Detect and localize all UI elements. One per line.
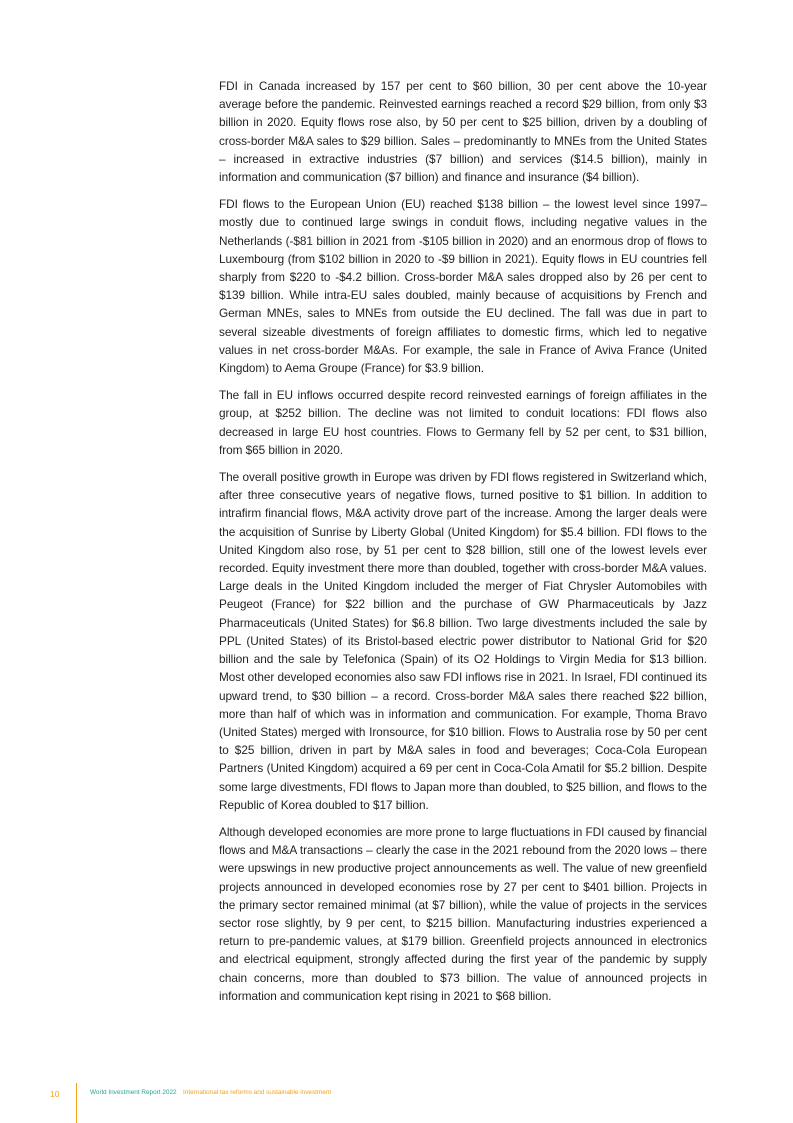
paragraph-canada: FDI in Canada increased by 157 per cent to $60 billion, 30 per cent above the 10-year average before the pandemic. Reinvested earnings reached a record $29 billion, from only $3 billion in 2020. Equity flows rose also, by 50 per cent to $25 billion, driven by a doubling of cross-border M&A sales to $29 billion. Sales – predominantly to MNEs from the United States – increased in extractive industries ($7 billion) and services ($14.5 billion), mainly in information and communication ($7 billion) and finance and insurance ($4 billion).: [219, 79, 707, 185]
paragraph-greenfield: Although developed economies are more prone to large fluctuations in FDI caused by financial flows and M&A transactions – clearly the case in the 2021 rebound from the 2020 lows – there were upswings in new productive project announcements as well. The value of new greenfield projects announced in developed economies rose by 27 per cent to $401 billion. Projects in the primary sector remained minimal (at $7 billion), while the value of projects in the services sector rose slightly, by 9 per cent, to $215 billion. Manufacturing industries experienced a return to pre-pandemic values, at $179 billion. Greenfield projects announced in electronics and electrical equipment, strongly affected during the first year of the pandemic by supply chain concerns, more than doubled to $73 billion. The value of announced projects in information and communication kept rising in 2021 to $68 billion.: [219, 824, 707, 1003]
paragraph-europe-growth: The overall positive growth in Europe was driven by FDI flows registered in Switzerland which, after three consecutive years of negative flows, turned positive to $1 billion. In addition to intrafirm financial flows, M&A activity drove part of the increase. Among the larger deals were the acquisition of Sunrise by Liberty Global (United Kingdom) for $5.4 billion. FDI flows to the United Kingdom also rose, by 51 per cent to $28 billion, still one of the lowest levels ever recorded. Equity investment there more than doubled, together with cross-border M&A values. Large deals in the United Kingdom included the merger of Fiat Chrysler Automobiles with Peugeot (France) for $22 billion and the purchase of GW Pharmaceuticals by Jazz Pharmaceuticals (United States) for $6.8 billion. Two large divestments included the sale by PPL (United States) of its Bristol-based electric power distributor to National Grid for $20 billion and the sale by Telefonica (Spain) of its O2 Holdings to Virgin Media for $13 billion. Most other developed economies also saw FDI inflows rise in 2021. In Israel, FDI continued its upward trend, to $30 billion – a record. Cross-border M&A sales there reached $22 billion, more than half of which was in information and communication. For example, Thoma Bravo (United States) merged with Ironsource, for $10 billion. Flows to Australia rose by 50 per cent to $25 billion, driven in part by M&A sales in food and beverages; Coca-Cola European Partners (United Kingdom) acquired a 69 per cent in Coca-Cola Amatil for $5.2 billion. Despite some large divestments, FDI flows to Japan more than doubled, to $25 billion, and flows to the Republic of Korea doubled to $17 billion.: [219, 470, 707, 812]
report-title: World Investment Report 2022: [90, 1089, 177, 1096]
report-subtitle: International tax reforms and sustainable investment: [183, 1089, 332, 1096]
page-number: 10: [50, 1089, 60, 1099]
page-footer: [0, 1079, 793, 1123]
paragraph-european-union: FDI flows to the European Union (EU) reached $138 billion – the lowest level since 1997– mostly due to continued large swings in conduit flows, including negative values in the Netherlands (-$81 billion in 2021 from -$105 billion in 2020) and an enormous drop of flows to Luxembourg (from $102 billion in 2020 to -$9 billion in 2021). Equity flows in EU countries fell sharply from $220 to -$4.2 billion. Cross-border M&A sales dropped also by 26 per cent to $139 billion. While intra-EU sales doubled, mainly because of acquisitions by French and German MNEs, sales to MNEs from outside the EU declined. The fall was due in part to several sizeable divestments of foreign affiliates to domestic firms, which led to negative values in net cross-border M&As. For example, the sale in France of Aviva France (United Kingdom) to Aema Groupe (France) for $3.9 billion.: [219, 197, 707, 376]
paragraph-eu-inflows: The fall in EU inflows occurred despite record reinvested earnings of foreign affiliates in the group, at $252 billion. The decline was not limited to conduit locations: FDI flows also decreased in large EU host countries. Flows to Germany fell by 52 per cent, to $31 billion, from $65 billion in 2020.: [219, 388, 707, 457]
main-content: [219, 77, 707, 1014]
footer-divider: [76, 1083, 77, 1123]
